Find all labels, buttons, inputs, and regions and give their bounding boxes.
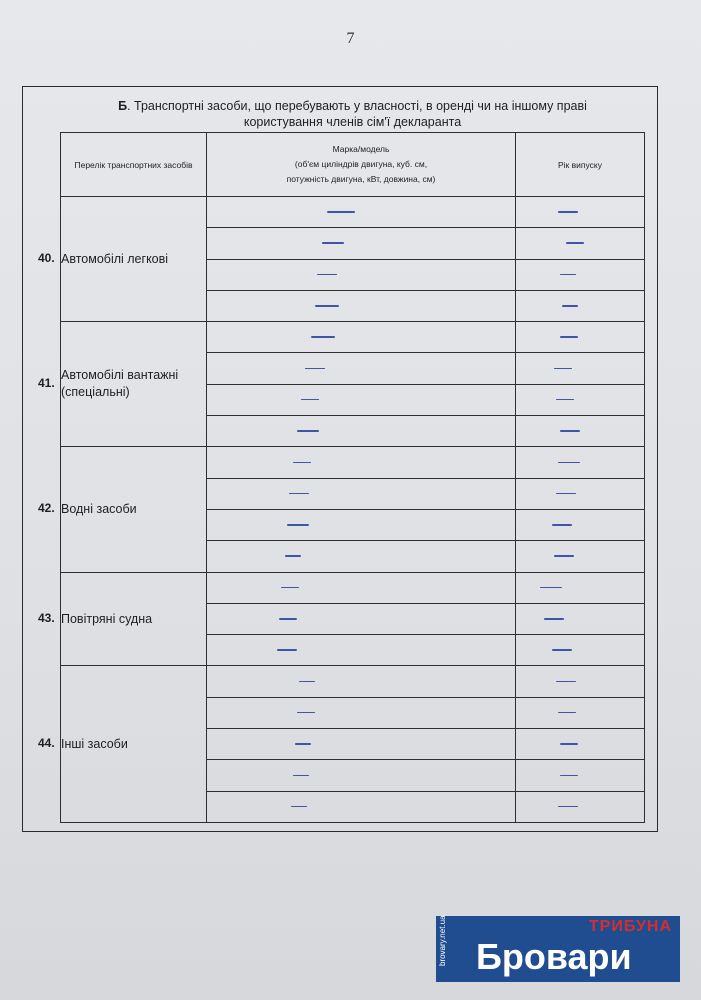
make-model-cell [207,197,516,228]
section-letter: Б [118,99,128,113]
logo-brovary-text: Бровари [476,936,632,977]
year-cell [516,353,645,384]
empty-dash-mark [560,430,580,432]
category-cell [61,572,207,666]
make-model-cell [207,447,516,478]
header-make-model-line2: (об'єм циліндрів двигуна, куб. см, [294,159,428,169]
category-label: Інші засоби [61,736,128,751]
empty-dash-mark [544,618,564,620]
logo-site-text: brovary.net.ua [438,915,447,966]
make-model-cell [207,384,516,415]
make-model-cell [207,290,516,321]
logo-tribuna-text: ТРИБУНА [588,918,672,935]
empty-dash-mark [558,712,576,714]
year-cell [516,635,645,666]
empty-dash-mark [327,211,355,213]
category-number: 41. [38,375,55,390]
empty-dash-mark [554,555,574,557]
header-make-model-line3: потужність двигуна, кВт, довжина, см) [286,174,436,184]
year-cell [516,384,645,415]
vehicles-table [60,132,645,823]
year-cell [516,509,645,540]
category-number: 44. [38,735,55,750]
year-cell [516,322,645,353]
empty-dash-mark [287,524,309,526]
make-model-cell [207,635,516,666]
empty-dash-mark [317,274,337,276]
year-cell [516,290,645,321]
empty-dash-mark [277,649,297,651]
category-cell [61,322,207,447]
section-title [60,98,645,130]
empty-dash-mark [552,524,572,526]
page-number: 7 [346,30,355,47]
empty-dash-mark [558,806,578,808]
year-cell [516,447,645,478]
empty-dash-mark [289,493,309,495]
empty-dash-mark [299,681,315,683]
make-model-cell [207,791,516,822]
make-model-cell [207,572,516,603]
empty-dash-mark [301,399,319,401]
empty-dash-mark [560,743,578,745]
year-cell [516,760,645,791]
make-model-cell [207,259,516,290]
empty-dash-mark [560,336,578,338]
category-cell [61,666,207,822]
make-model-cell [207,478,516,509]
year-cell [516,666,645,697]
category-number: 42. [38,501,55,515]
make-model-cell [207,760,516,791]
make-model-cell [207,228,516,259]
year-cell [516,729,645,760]
year-cell [516,228,645,259]
make-model-cell [207,416,516,447]
year-cell [516,603,645,634]
empty-dash-mark [295,743,311,745]
empty-dash-mark [558,462,580,464]
publisher-logo [436,916,680,982]
category-label: Автомобілі легкові [61,251,169,266]
empty-dash-mark [560,274,576,276]
header-make-model-line1: Марка/модель [332,144,390,154]
category-number: 43. [38,610,55,625]
empty-dash-mark [297,712,315,714]
table-row [61,666,645,697]
year-cell [516,259,645,290]
empty-dash-mark [291,806,307,808]
empty-dash-mark [556,493,576,495]
category-label: Повітряні судна [61,611,153,626]
table-row [61,197,645,228]
empty-dash-mark [305,368,325,370]
empty-dash-mark [540,587,562,589]
table-body [61,197,645,823]
table-row [61,572,645,603]
header-year: Рік випуску [516,133,645,197]
category-label: Автомобілі вантажні (спеціальні) [61,368,179,400]
year-cell [516,197,645,228]
empty-dash-mark [281,587,299,589]
empty-dash-mark [293,775,309,777]
empty-dash-mark [552,649,572,651]
year-cell [516,572,645,603]
make-model-cell [207,666,516,697]
empty-dash-mark [322,242,344,244]
empty-dash-mark [560,775,578,777]
make-model-cell [207,603,516,634]
section-title-line2: користування членів сім'ї декларанта [243,115,462,129]
empty-dash-mark [562,305,578,307]
empty-dash-mark [285,555,301,557]
empty-dash-mark [311,336,335,338]
year-cell [516,478,645,509]
table-row [61,322,645,353]
empty-dash-mark [554,368,572,370]
make-model-cell [207,541,516,572]
empty-dash-mark [315,305,339,307]
header-vehicle-list: Перелік транспортних засобів [61,133,207,197]
empty-dash-mark [297,430,319,432]
table-row [61,447,645,478]
category-cell [61,197,207,322]
make-model-cell [207,729,516,760]
year-cell [516,416,645,447]
section-title-rest: . Транспортні засоби, що перебувають у власності, в оренді чи на іншому праві [127,99,587,113]
year-cell [516,541,645,572]
header-make-model [207,133,516,197]
empty-dash-mark [556,399,574,401]
make-model-cell [207,353,516,384]
empty-dash-mark [566,242,584,244]
empty-dash-mark [293,462,311,464]
make-model-cell [207,322,516,353]
empty-dash-mark [279,618,297,620]
year-cell [516,697,645,728]
make-model-cell [207,509,516,540]
category-label: Водні засоби [61,501,137,516]
make-model-cell [207,697,516,728]
category-number: 40. [38,250,55,265]
empty-dash-mark [556,681,576,683]
empty-dash-mark [558,211,578,213]
year-cell [516,791,645,822]
category-cell [61,447,207,572]
